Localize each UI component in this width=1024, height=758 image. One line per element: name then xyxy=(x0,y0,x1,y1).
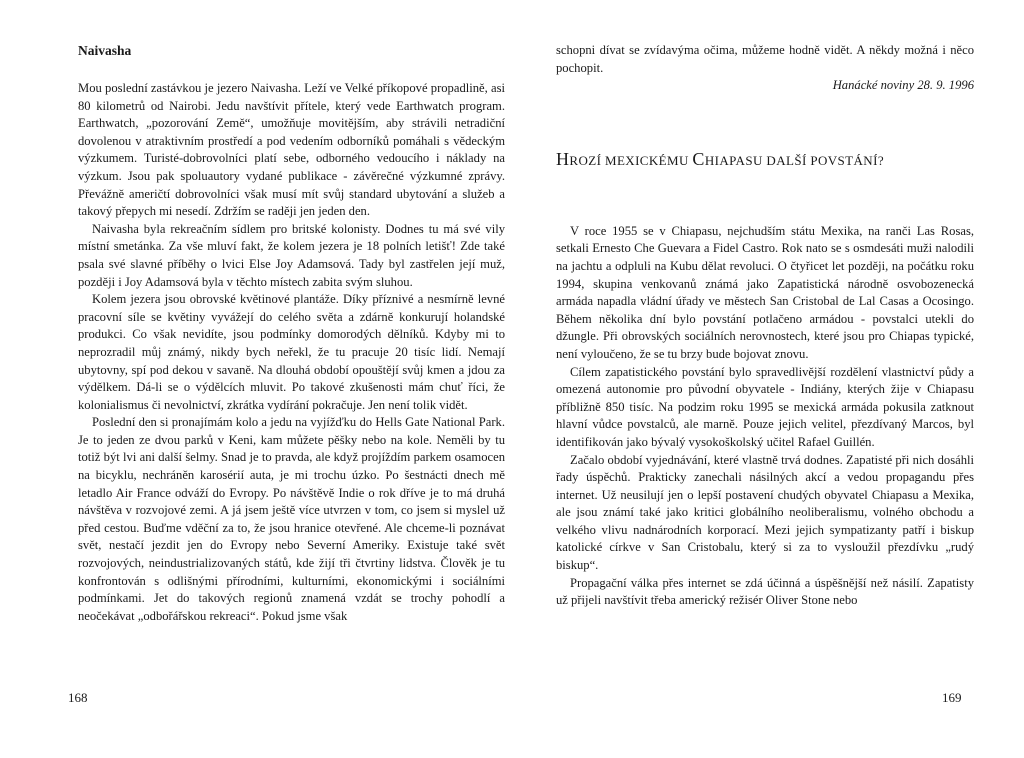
paragraph: Mou poslední zastávkou je jezero Naivasha. Leží ve Velké příkopové propadlině, asi 80 kilometrů od Nairobi. Jedu navštívit přítele, který vede Earthwatch program. Earthwatch, „pozorování Země“, umožňuje movitějším, aby strávili netradiční dovolenou v atraktivním prostředí a pod vedením odborníků pomáhali s vědeckým výzkumem. Turisté-dobrovolníci platí sebe, odborného vedoucího i náklady na výzkum. Jsou pak spoluautory vydané publikace - závěrečné výzkumné zprávy. Převážně američtí dobrovolníci však musí mít svůj standard ubytování a služeb a takový přepych mi nesedí. Zdržím se raději jen jeden den. xyxy=(78,81,505,219)
right-page-text-column xyxy=(556,42,974,610)
source-citation: Hanácké noviny 28. 9. 1996 xyxy=(832,78,974,93)
paragraph: Cílem zapatistického povstání bylo spravedlivější rozdělení vlastnictví půdy a omezená autonomie pro původní obyvatele - Indiány, kterých žije v Chiapasu příbližně 850 tisíc. Na podzim roku 1995 se mexická armáda pokusila zatknout hlavní vůdce povstalců, ale marně. Pouze jejich velitel, přezdívaný Marcos, byl identifikován jako bývalý vysokoškolský učitel Rafael Guillén. xyxy=(556,364,974,449)
paragraph: Poslední den si pronajímám kolo a jedu na vyjížďku do Hells Gate National Park. Je to jeden ze dvou parků v Keni, kam můžete pěšky nebo na kole. Neměli by tu totiž být lvi ani další šelmy. Snad je to pravda, ale když projíždím parkem osamocen na bicyklu, nechráněn karosérií auta, je mi trochu úzko. Po šestnácti dnech mě letadlo Air France odváží do Evropy. Po návštěvě Indie o rok dříve je to má druhá návštěva v rozvojové zemi. A já jsem ještě více utvrzen v tom, co jsem si myslel už před cestou. Buďme vděční za to, že jsou hranice otevřené. Ale chceme-li poznávat svět, nestačí jezdit jen do Evropy nebo Severní Ameriky. Existuje také svět rozvojových, neindustrializovaných států, kde žijí tři čtvrtiny lidstva. Člověk je tu konfrontován s odlišnými přírodními, kulturními, ekonomickými i sociálními podmínkami. Jet do takových regionů znamená vzdát se trochy pohodlí a neočekávat „odbořářskou rekreaci“. Pokud jsme však xyxy=(78,415,505,623)
paragraph: Naivasha byla rekreačním sídlem pro britské kolonisty. Dodnes tu má své vily místní smetánka. Za vše mluví fakt, že kolem jezera je 18 polních letišť! Zde také psala své slavné příběhy o lvici Else Joy Adamsová. Tady byl zastřelen její muž, později i Joy Adamsová byla v těchto místech zabita svým sluhou. xyxy=(78,221,505,289)
page-number: 169 xyxy=(942,690,962,705)
heading-part: ROZÍ MEXICKÉMU xyxy=(569,152,693,168)
continuation-paragraph: schopni dívat se zvídavýma očima, můžeme hodně vidět. A někdy možná i něco pochopit. xyxy=(556,43,974,75)
heading-part: HIAPASU DALŠÍ POVSTÁNÍ? xyxy=(704,152,884,168)
heading-initial: H xyxy=(556,148,570,169)
paragraph: Propagační válka přes internet se zdá účinná a úspěšnější než násilí. Zapatisty už přijeli navštívit třeba americký režisér Oliver Stone nebo xyxy=(556,575,974,608)
paragraph: V roce 1955 se v Chiapasu, nejchudším státu Mexika, na ranči Las Rosas, setkali Ernesto Che Guevara a Fidel Castro. Rok nato se s osmdesáti muži nalodili na jachtu a odpluli na Kubu dělat revoluci. O čtyřicet let později, na počátku roku 1994, skupina venkovanů známá jako Zapatistická národně osvobozenecká armáda napadla vládní úřady ve městech San Cristobal de Lal Casas a Ocosingo. Během několika dní bylo povstání potlačeno armádou - povstalci utekli do džungle. Při obrovských sociálních nerovnostech, které jsou pro Chiapas typické, není vyloučeno, že se tu brzy bude bojovat znovu. xyxy=(556,223,974,361)
page-number: 168 xyxy=(68,690,88,705)
section-title: Naivasha xyxy=(78,43,132,58)
paragraph: Kolem jezera jsou obrovské květinové plantáže. Díky příznivé a nesmírně levné pracovní síle se květiny vyvážejí do celého světa a zdárně konkurují holandské produkci. Co však nevidíte, jsou podmínky domorodých dělníků. Kdyby mi to neprozradil můj známý, nikdy bych neřekl, že tu pracuje 20 tisíc lidí. Nemají ubytovny, spí pod dekou v savaně. Na dlouhá období opouštějí svůj kmen a jdou za výdělkem. Dá-li se o výdělcích mluvit. Po takové zkušenosti mám chuť říci, že kolonialismus či nevolnictví, zkrátka vydírání pokračuje. Jen není tolik vidět. xyxy=(78,292,505,412)
right-page xyxy=(512,0,1024,758)
chapter-heading xyxy=(556,149,974,171)
paragraph: Začalo období vyjednávání, které vlastně trvá dodnes. Zapatisté při nich dosáhli řady úspěchů. Prakticky zanechali násilných akcí a vedou propagandu přes internet. Už neusilují jen o lepší postavení chudých obyvatel Chiapasu a Mexika, ale jsou známí také jako kritici globálního neoliberalismu, volného obchodu a velkého vlivu nadnárodních korporací. Mezi jejich sympatizanty patří i biskup katolické církve v San Cristobalu, který si za to vysloužil přezdívku „rudý biskup“. xyxy=(556,452,974,573)
left-page-text-column xyxy=(78,42,505,625)
heading-initial: C xyxy=(692,148,705,169)
